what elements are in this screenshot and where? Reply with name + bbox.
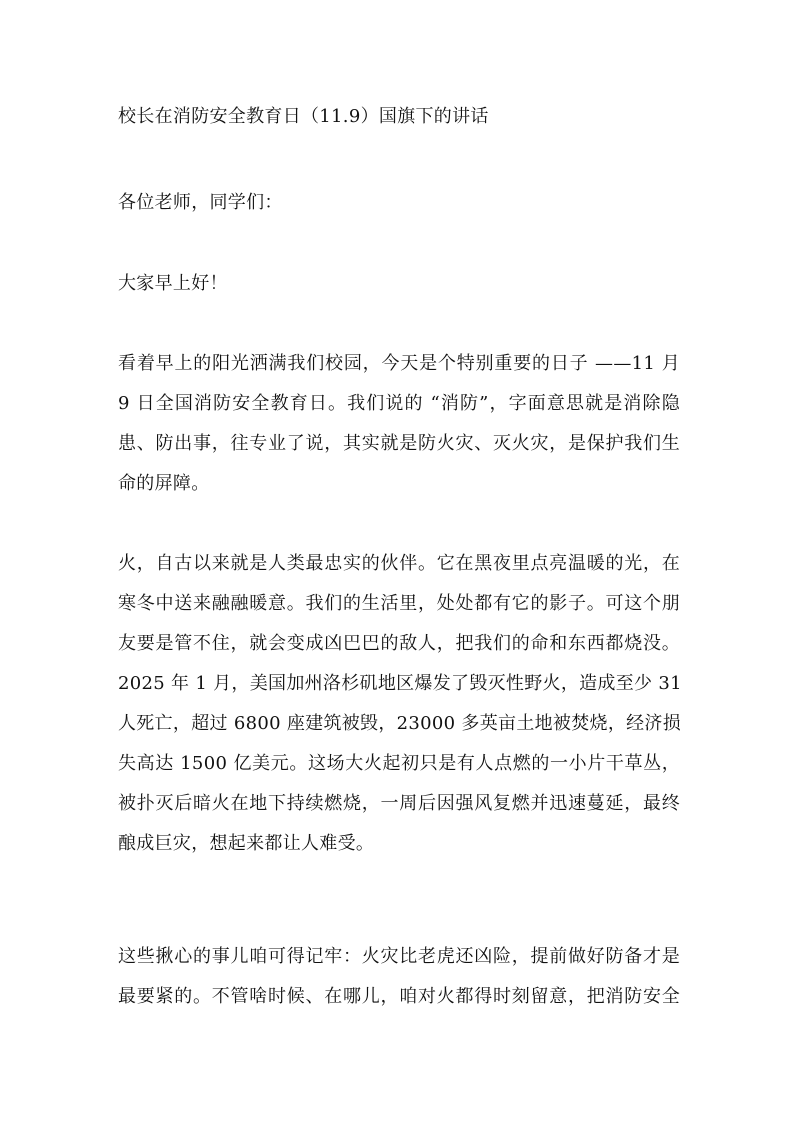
paragraph-line: 患、防出事，往专业了说，其实就是防火灾、灭火灾，是保护我们生	[118, 433, 680, 454]
paragraph-line: 酿成巨灾，想起来都让人难受。	[118, 833, 375, 854]
paragraph-line: 最要紧的。不管啥时候、在哪儿，咱对火都得时刻留意，把消防安全	[118, 986, 680, 1007]
paragraph-line: 失高达 1500 亿美元。这场大火起初只是有人点燃的一小片干草丛，	[118, 753, 680, 774]
paragraph-line: 火，自古以来就是人类最忠实的伙伴。它在黑夜里点亮温暖的光，在	[118, 553, 680, 574]
document-title: 校长在消防安全教育日（11.9）国旗下的讲话	[118, 106, 489, 127]
paragraph-line: 寒冬中送来融融暖意。我们的生活里，处处都有它的影子。可这个朋	[118, 593, 680, 614]
greeting: 大家早上好！	[118, 273, 228, 294]
paragraph-line: 被扑灭后暗火在地下持续燃烧，一周后因强风复燃并迅速蔓延，最终	[118, 793, 680, 814]
paragraph-line: 这些揪心的事儿咱可得记牢：火灾比老虎还凶险，提前做好防备才是	[118, 946, 680, 967]
paragraph-line: 友要是管不住，就会变成凶巴巴的敌人，把我们的命和东西都烧没。	[118, 633, 680, 654]
paragraph-line: 9 日全国消防安全教育日。我们说的 “消防”，字面意思就是消除隐	[118, 393, 680, 414]
salutation: 各位老师，同学们：	[118, 192, 283, 213]
paragraph-line: 看着早上的阳光洒满我们校园，今天是个特别重要的日子 ——11 月	[118, 353, 680, 374]
paragraph-line: 人死亡，超过 6800 座建筑被毁，23000 多英亩土地被焚烧，经济损	[118, 713, 682, 734]
paragraph-line: 命的屏障。	[118, 473, 210, 494]
paragraph-line: 2025 年 1 月，美国加州洛杉矶地区爆发了毁灭性野火，造成至少 31	[118, 673, 682, 694]
